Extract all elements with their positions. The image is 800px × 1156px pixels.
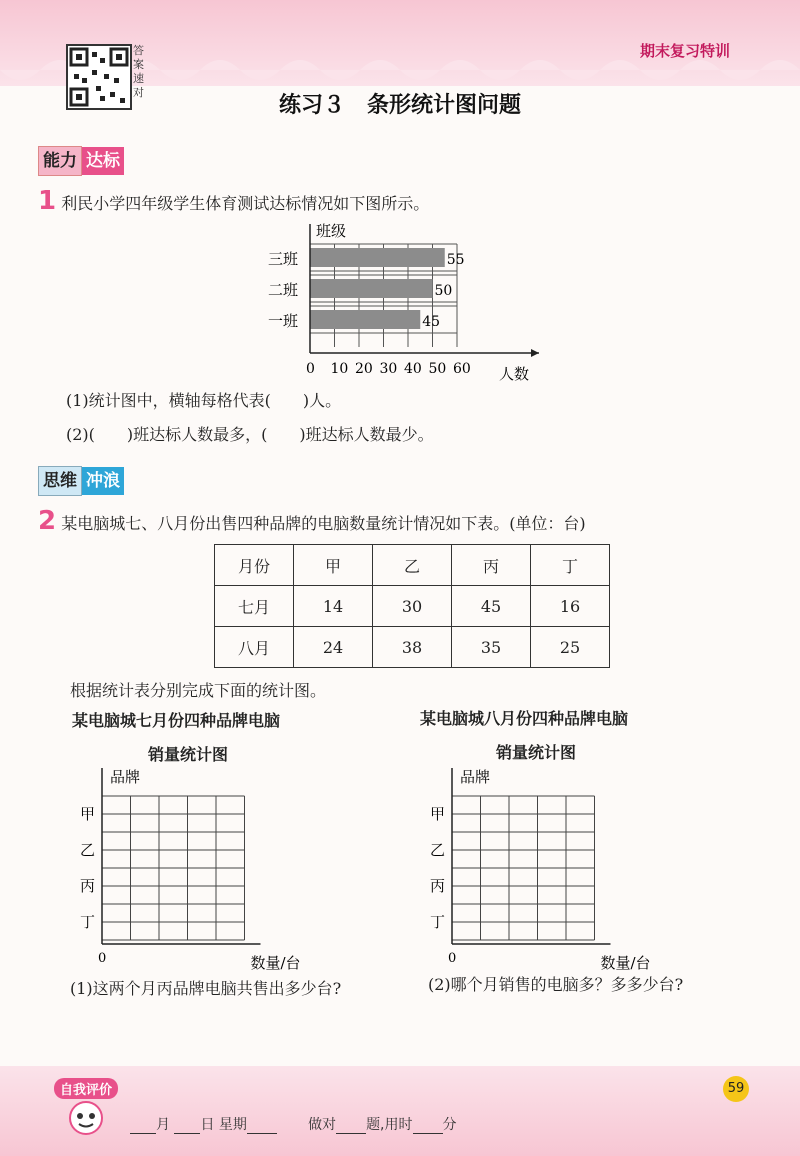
footer-date-line [130, 1114, 457, 1134]
table-header-cell: 甲 [294, 545, 373, 586]
question-2-instruction: 根据统计表分别完成下面的统计图。 [70, 681, 327, 700]
page-number: 59 [723, 1076, 749, 1102]
x-axis-label: 数量/台 [600, 954, 651, 972]
grid2-blank-chart[interactable] [420, 762, 700, 972]
question-1-sub-2: (2)( )班达标人数最多，( )班达标人数最少。 [66, 425, 434, 444]
bar-value-label: 45 [422, 314, 441, 330]
section-thinking-label-a: 思维 [38, 466, 82, 496]
brand-label: 丁 [80, 913, 96, 931]
header-tag: 期末复习特训 [640, 42, 731, 60]
question-2-number: 2 [38, 506, 57, 536]
table-cell: 45 [452, 586, 531, 627]
questions-label: 题,用时 [366, 1117, 413, 1133]
question-2-text: 某电脑城七、八月份出售四种品牌的电脑数量统计情况如下表。(单位：台) [61, 514, 586, 533]
x-tick-label: 60 [453, 361, 471, 377]
table-cell: 14 [294, 586, 373, 627]
y-axis-label: 班级 [316, 222, 347, 240]
question-2-sub-2: (2)哪个月销售的电脑多？多多少台? [428, 975, 684, 994]
question-1-sub-1: (1)统计图中，横轴每格代表( )人。 [66, 391, 342, 410]
brand-label: 甲 [430, 805, 446, 823]
bar-一班 [310, 310, 420, 329]
section-thinking-header [38, 466, 124, 494]
brand-label: 乙 [80, 841, 96, 859]
x-tick-label: 50 [428, 361, 447, 377]
table-header-row [215, 545, 610, 586]
table-header-cell: 丙 [452, 545, 531, 586]
brand-label: 甲 [80, 805, 96, 823]
category-label: 一班 [268, 312, 299, 330]
table-row [215, 627, 610, 668]
question-2-sub-1: (1)这两个月丙品牌电脑共售出多少台? [70, 979, 342, 998]
y-axis-label: 品牌 [110, 768, 141, 786]
section-ability-label-b: 达标 [82, 147, 124, 175]
section-ability-label-a: 能力 [38, 146, 82, 176]
section-ability-header [38, 146, 124, 174]
grid1-title-line1: 某电脑城七月份四种品牌电脑 [72, 711, 281, 730]
month-blank[interactable] [130, 1119, 156, 1134]
question-2 [38, 506, 586, 536]
grid2-title-line1: 某电脑城八月份四种品牌电脑 [420, 709, 629, 728]
y-axis-label: 品牌 [460, 768, 491, 786]
bar-value-label: 55 [446, 252, 465, 268]
minutes-label: 分 [442, 1117, 457, 1133]
question-1 [38, 186, 429, 216]
x-tick-label: 10 [330, 361, 349, 377]
bar-value-label: 50 [434, 283, 453, 299]
table-cell: 25 [531, 627, 610, 668]
origin-label: 0 [98, 951, 107, 966]
table-cell: 30 [373, 586, 452, 627]
month-label: 月 [156, 1117, 170, 1133]
grid1-title-line2: 销量统计图 [148, 745, 229, 764]
qr-label: 答案速对 [133, 44, 144, 99]
x-axis-label: 数量/台 [250, 954, 301, 972]
table-header-cell: 丁 [531, 545, 610, 586]
weekday-label: 星期 [218, 1117, 247, 1133]
table-header-cell: 月份 [215, 545, 294, 586]
day-blank[interactable] [174, 1119, 200, 1134]
brand-label: 丙 [80, 877, 96, 895]
correct-blank[interactable] [336, 1119, 366, 1134]
q1-bar-chart [260, 220, 560, 383]
table-cell: 35 [452, 627, 531, 668]
x-tick-label: 0 [306, 361, 315, 377]
question-1-text: 利民小学四年级学生体育测试达标情况如下图所示。 [61, 194, 430, 213]
x-tick-label: 30 [379, 361, 398, 377]
grid1-blank-chart[interactable] [70, 762, 350, 972]
table-cell: 16 [531, 586, 610, 627]
section-thinking-label-b: 冲浪 [82, 467, 124, 495]
table-row [215, 586, 610, 627]
x-axis-label: 人数 [499, 365, 530, 383]
minutes-blank[interactable] [413, 1119, 443, 1134]
table-cell: 八月 [215, 627, 294, 668]
page-title: 练习３ 条形统计图问题 [278, 93, 521, 118]
grid2-title-line2: 销量统计图 [496, 743, 577, 762]
table-cell: 38 [373, 627, 452, 668]
category-label: 三班 [268, 250, 299, 268]
x-tick-label: 40 [404, 361, 422, 377]
bar-三班 [310, 248, 445, 267]
x-tick-label: 20 [355, 361, 373, 377]
correct-label: 做对 [308, 1117, 337, 1133]
bar-二班 [310, 279, 433, 298]
table-cell: 七月 [215, 586, 294, 627]
table-cell: 24 [294, 627, 373, 668]
brand-label: 丁 [430, 913, 446, 931]
footer-band [0, 1066, 800, 1156]
category-label: 二班 [268, 281, 299, 299]
table-header-cell: 乙 [373, 545, 452, 586]
question-1-number: 1 [38, 186, 57, 216]
brand-label: 丙 [430, 877, 446, 895]
self-eval-badge: 自我评价 [54, 1078, 118, 1099]
mascot-icon [68, 1100, 104, 1136]
x-axis-arrow-icon [531, 349, 539, 357]
brand-label: 乙 [430, 841, 446, 859]
q2-data-table [214, 544, 610, 668]
origin-label: 0 [448, 951, 457, 966]
day-label: 日 [200, 1117, 215, 1133]
weekday-blank[interactable] [247, 1119, 277, 1134]
